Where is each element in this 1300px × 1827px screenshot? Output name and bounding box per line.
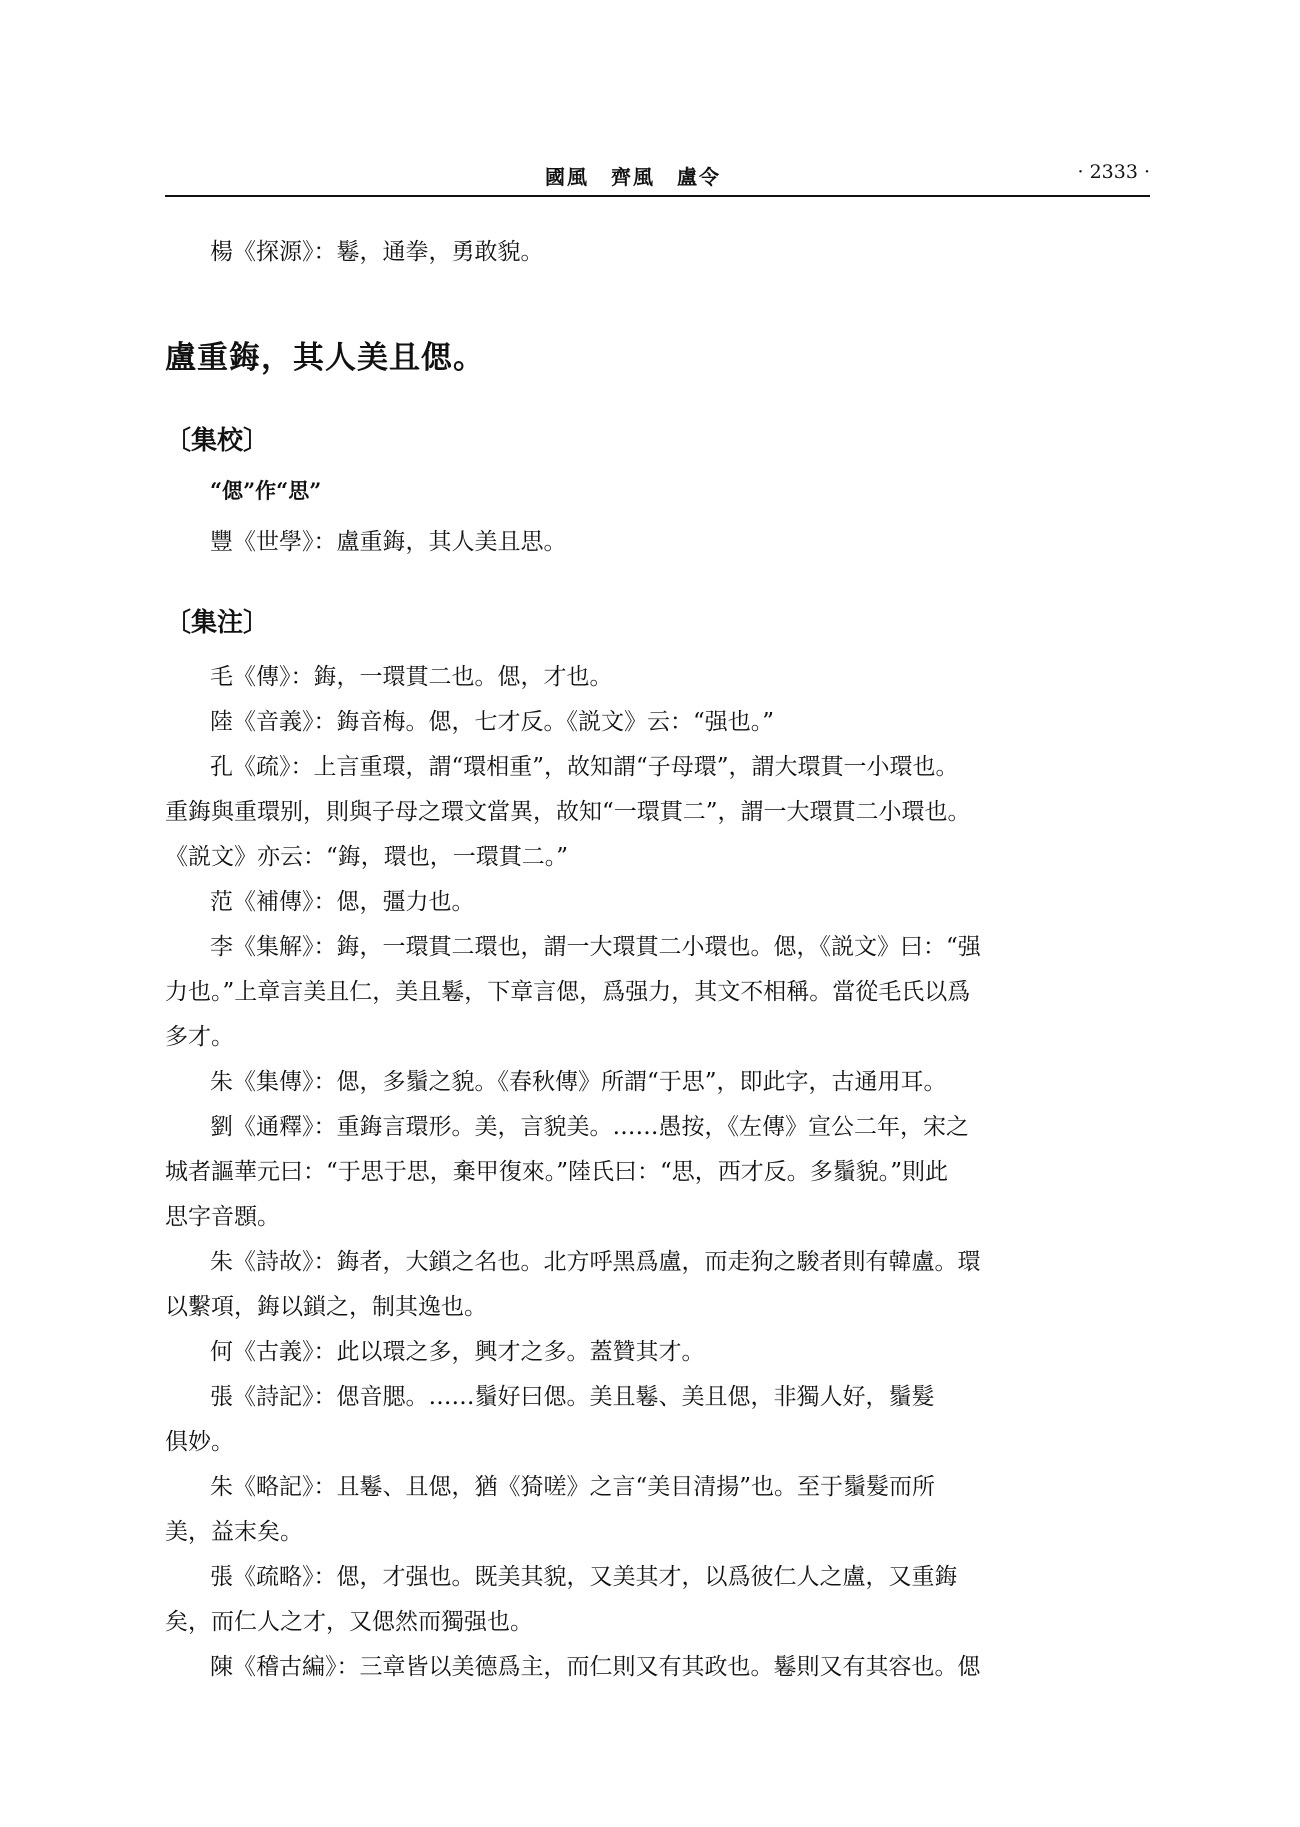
note-line: 孔《疏》：上言重環，謂“環相重”，故知謂“子母環”，謂大環貫一小環也。 (210, 754, 959, 780)
note-line: 俱妙。 (165, 1429, 234, 1455)
header-rule (165, 195, 1150, 197)
note-line: 力也。”上章言美且仁，美且鬈，下章言偲，爲强力，其文不相稱。當從毛氏以爲 (165, 979, 971, 1005)
note-line: 以繫項，鋂以鎖之，制其逸也。 (165, 1294, 487, 1320)
note-line: 朱《集傳》：偲，多鬚之貌。《春秋傳》所謂“于思”，即此字，古通用耳。 (210, 1069, 947, 1095)
note-line: 美，益末矣。 (165, 1519, 303, 1545)
note-line: 城者謳華元曰：“于思于思，棄甲復來。”陸氏曰：“思，西才反。多鬚貌。”則此 (165, 1159, 949, 1185)
note-line: 李《集解》：鋂，一環貫二環也，謂一大環貫二小環也。偲，《説文》曰：“强 (210, 934, 981, 960)
verse-heading: 盧重鋂，其人美且偲。 (165, 340, 485, 376)
note-line: 張《詩記》：偲音腮。……鬚好曰偲。美且鬈、美且偲，非獨人好，鬚髮 (210, 1384, 935, 1410)
note-line: 多才。 (165, 1024, 234, 1050)
header-title: 國風 齊風 盧令 (545, 165, 721, 189)
note-line: 何《古義》：此以環之多，興才之多。蓋贊其才。 (210, 1339, 705, 1365)
note-line: 重鋂與重環别，則與子母之環文當異，故知“一環貫二”，謂一大環貫二小環也。 (165, 799, 971, 825)
jizhu-heading: 〔集注〕 (165, 608, 270, 638)
jiaojiao-subheading: “偲”作“思” (210, 478, 322, 503)
note-line: 陳《稽古編》：三章皆以美德爲主，而仁則又有其政也。鬈則又有其容也。偲 (210, 1654, 981, 1680)
note-line: 劉《通釋》：重鋂言環形。美，言貌美。……愚按，《左傳》宣公二年，宋之 (210, 1114, 969, 1140)
note-line: 思字音顋。 (165, 1204, 280, 1230)
note-line: 毛《傳》：鋂，一環貫二也。偲，才也。 (210, 664, 613, 690)
note-line: 陸《音義》：鋂音梅。偲，七才反。《説文》云：“强也。” (210, 709, 775, 735)
note-line: 范《補傳》：偲，彊力也。 (210, 889, 475, 915)
jiaojiao-heading: 〔集校〕 (165, 426, 270, 456)
running-header (165, 155, 1150, 195)
note-line: 矣，而仁人之才，又偲然而獨强也。 (165, 1609, 533, 1635)
note-line: 朱《略記》：且鬈、且偲，猶《猗嗟》之言“美目清揚”也。至于鬚髮而所 (210, 1474, 936, 1500)
note-line: 朱《詩故》：鋂者，大鎖之名也。北方呼黑爲盧，而走狗之駿者則有韓盧。環 (210, 1249, 981, 1275)
lead-line: 楊《探源》：鬈，通拳，勇敢貌。 (210, 239, 544, 265)
jiaojiao-line: 豐《世學》：盧重鋂，其人美且思。 (210, 529, 567, 555)
note-line: 張《疏略》：偲，才强也。既美其貌，又美其才，以爲彼仁人之盧，又重鋂 (210, 1564, 958, 1590)
page-number: · 2333 · (1077, 161, 1150, 183)
note-line: 《説文》亦云：“鋂，環也，一環貫二。” (165, 844, 569, 870)
